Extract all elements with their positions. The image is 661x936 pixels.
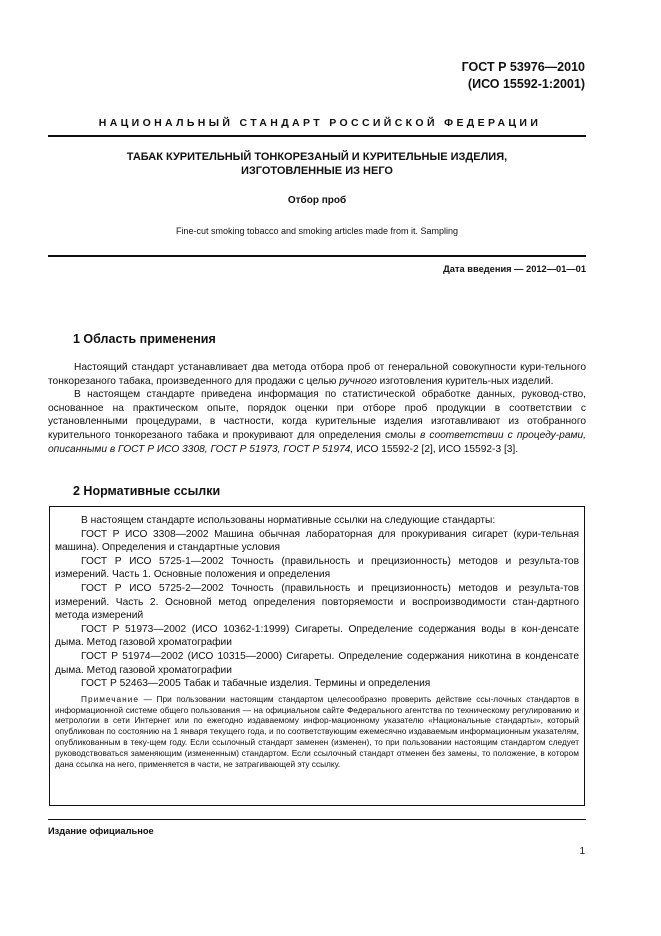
reference-item: ГОСТ Р ИСО 5725-1—2002 Точность (правильность и прецизионность) методов и результа-тов измерений. Часть 1. Основные положения и определения xyxy=(55,555,579,581)
scope-paragraph-2: В настоящем стандарте приведена информация по статистической обработке данных, руковод-ство, основанное на практическом опыте, порядок оценки при отборе проб продукции в соответствии с установленными процедурами, в частности, когда курительные изделия изготавливают из отобранного курительного тонкорезаного табака и прокуривают для определения смолы в соответствии с процеду-рами, описанными в ГОСТ Р ИСО 3308, ГОСТ Р 51973, ГОСТ Р 51974, ИСО 15592-2 [2], ИСО 15592-3 [3]. xyxy=(48,389,586,455)
reference-item: ГОСТ Р ИСО 5725-2—2002 Точность (правильность и прецизионность) методов и результа-тов измерений. Часть 2. Основной метод определения повторяемости и воспроизводимости стан-дартного метода измерений xyxy=(55,582,579,622)
reference-item: ГОСТ Р 51973—2002 (ИСО 10362-1:1999) Сигареты. Определение содержания воды в кон-денсате дыма. Метод газовой хроматографии xyxy=(55,623,579,649)
footer-rule xyxy=(48,819,586,820)
introduction-date: Дата введения — 2012—01—01 xyxy=(443,264,586,274)
title-line-1: ТАБАК КУРИТЕЛЬНЫЙ ТОНКОРЕЗАНЫЙ И КУРИТЕЛЬНЫЕ ИЗДЕЛИЯ, xyxy=(126,151,508,163)
scope-paragraph-1: Настоящий стандарт устанавливает два метода отбора проб от генеральной совокупности кури-тельного тонкорезаного табака, произведенного для продажи с целью ручного изготовления куритель-ных изделий. xyxy=(48,362,586,387)
reference-item: ГОСТ Р 51974—2002 (ИСО 10315—2000) Сигареты. Определение содержания никотина в конденсате дыма. Метод газовой хроматографии xyxy=(55,650,579,676)
subtitle: Отбор проб xyxy=(287,195,347,206)
standard-code: ГОСТ Р 53976—2010 xyxy=(461,60,585,74)
english-title: Fine-cut smoking tobacco and smoking articles made from it. Sampling xyxy=(175,226,459,236)
references-note: Примечание — При пользовании настоящим стандартом целесообразно проверить действие ссы-лочных стандартов в информационной системе общего пользования — на официальном сайте Федерального агентства по техническому регулированию и метрологии в сети Интернет или по ежегодно издаваемому инфор-мационному указателю «Национальные стандарты», который опубликован по состоянию на 1 января текущего года, и по соответствующим ежемесячно издаваемым информационным указателям, опубликованным в теку-щем году. Если ссылочный стандарт заменен (изменен), то при пользовании настоящим стандартом следует руководствоваться заменяющим (измененным) стандартом. Если ссылочный стандарт отменен без замены, то положение, в котором дана ссылка на него, применяется в части, не затрагивающей эту ссылку. xyxy=(55,693,579,769)
section-1-body xyxy=(48,361,586,456)
national-standard-banner: НАЦИОНАЛЬНЫЙ СТАНДАРТ РОССИЙСКОЙ ФЕДЕРАЦИИ xyxy=(98,117,542,129)
official-edition-label: Издание официальное xyxy=(48,826,154,836)
reference-item: ГОСТ Р ИСО 3308—2002 Машина обычная лабораторная для прокуривания сигарет (кури-тельная машина). Определения и стандартные условия xyxy=(55,528,579,554)
title-rule xyxy=(48,255,586,257)
page-number: 1 xyxy=(579,846,585,857)
section-1-heading: 1 Область применения xyxy=(73,332,216,346)
banner-rule xyxy=(48,135,586,137)
section-2-heading: 2 Нормативные ссылки xyxy=(73,484,221,498)
note-label: Примечание xyxy=(81,693,139,704)
reference-item: ГОСТ Р 52463—2005 Табак и табачные изделия. Термины и определения xyxy=(81,678,431,690)
normative-references-content xyxy=(55,514,579,769)
references-intro: В настоящем стандарте использованы нормативные ссылки на следующие стандарты: xyxy=(81,515,496,526)
title-line-2: ИЗГОТОВЛЕННЫЕ ИЗ НЕГО xyxy=(240,165,393,177)
iso-code: (ИСО 15592-1:2001) xyxy=(467,77,585,91)
